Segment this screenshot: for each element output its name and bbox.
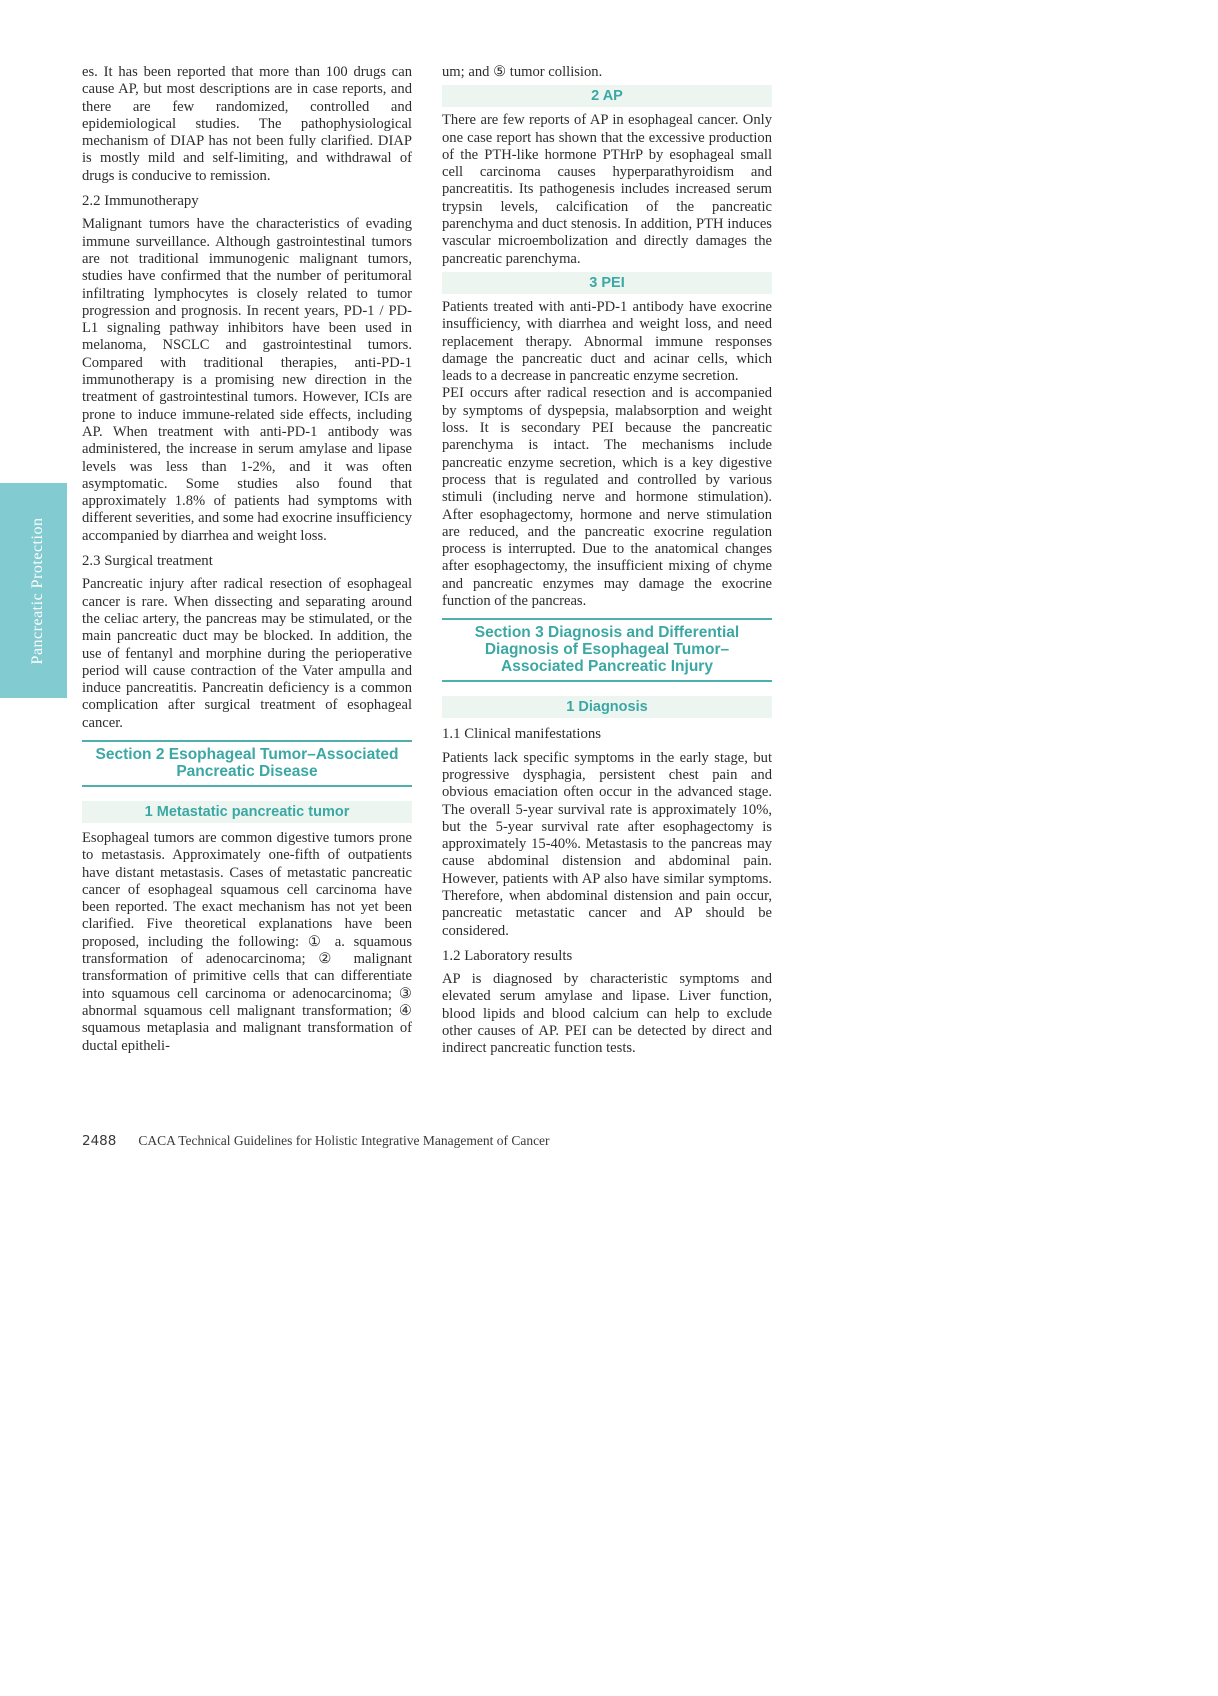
subsection-band-ap: 2 AP (442, 85, 772, 107)
paragraph-immunotherapy: Malignant tumors have the characteristics of evading immune surveillance. Although gastrointestinal tumors are not traditional immunogenic malignant tumors, studies have confirmed that the number of peritumoral infiltrating lymphocytes is closely related to tumor progression and prognosis. In recent years, PD-1 / PD-L1 signaling pathway inhibitors have been used in melanoma, NSCLC and gastrointestinal tumors. Compared with traditional therapies, anti-PD-1 immunotherapy is a promising new direction in the treatment of gastrointestinal tumors. However, ICIs are prone to induce immune-related side effects, including AP. When treatment with anti-PD-1 antibody was administered, the increase in serum amylase and lipase levels was less than 1-2%, and it was often asymptomatic. Some studies also found that approximately 1.8% of patients had symptoms with different severities, and some had exocrine insufficiency accompanied by diarrhea and weight loss. (82, 216, 412, 544)
left-column (82, 64, 412, 1055)
section-3-heading-line-1: Section 3 Diagnosis and Differential (474, 624, 740, 642)
page-number: 2488 (82, 1133, 117, 1149)
section-2-heading-line-1: Section 2 Esophageal Tumor–Associated (95, 745, 399, 763)
subsection-band-diagnosis: 1 Diagnosis (442, 696, 772, 718)
subsection-heading-surgical-treatment: 2.3 Surgical treatment (82, 553, 213, 570)
section-2-heading (82, 740, 412, 787)
page-footer (82, 1132, 550, 1150)
paragraph-metastatic-tumor: Esophageal tumors are common digestive tumors prone to metastasis. Approximately one-fifth of outpatients have distant metastasis. Cases of metastatic pancreatic cancer of esophageal squamous cell carcinoma have been reported. The exact mechanism has not yet been clarified. Five theoretical explanations have been proposed, including the following: ① a. squamous transformation of adenocarcinoma; ② malignant transformation of primitive cells that can differentiate into squamous cell carcinoma or adenocarcinoma; ③ abnormal squamous cell malignant transformation; ④ squamous metaplasia and malignant transformation of ductal epitheli- (82, 829, 412, 1054)
subsection-heading-immunotherapy: 2.2 Immunotherapy (82, 193, 199, 210)
subsection-heading-clinical-manifestations: 1.1 Clinical manifestations (442, 726, 602, 743)
section-2-heading-line-2: Pancreatic Disease (176, 762, 318, 780)
paragraph-pei-2: PEI occurs after radical resection and is accompanied by symptoms of dyspepsia, malabsorption and weight loss. It is secondary PEI because the pancreatic parenchyma is intact. The mechanisms include pancreatic enzyme secretion, which is a key digestive process that is regulated and controlled by various stimuli (including nerve and hormone stimulation). After esophagectomy, hormone and nerve stimulation are reduced, and the pancreatic exocrine regulation process is interrupted. Due to the anatomical changes after esophagectomy, the insufficient mixing of chyme and pancreatic enzymes may damage the exocrine function of the pancreas. (442, 385, 772, 610)
paragraph-surgical-treatment: Pancreatic injury after radical resection of esophageal cancer is rare. When dissecting and separating around the celiac artery, the pancreas may be stimulated, or the main pancreatic duct may be blocked. In addition, the use of fentanyl and morphine during the perioperative period will cause contraction of the Vater ampulla and induce pancreatitis. Pancreatin deficiency is a common complication after surgical treatment of esophageal cancer. (82, 576, 412, 731)
paragraph-pei-1: Patients treated with anti-PD-1 antibody have exocrine insufficiency, with diarrhea and weight loss, and need replacement therapy. Abnormal immune responses damage the pancreatic duct and acinar cells, which leads to a decrease in pancreatic enzyme secretion. (442, 298, 772, 385)
section-3-heading-line-3: Associated Pancreatic Injury (501, 658, 713, 676)
paragraph-clinical-manifestations: Patients lack specific symptoms in the early stage, but progressive dysphagia, persistent chest pain and obvious emaciation often occur in the advanced stage. The overall 5-year survival rate is approximately 10%, but the 5-year survival rate after esophagectomy is approximately 15-40%. Metastasis to the pancreas may cause abdominal distension and abdominal pain. However, patients with AP also have similar symptoms. Therefore, when abdominal distension and pain occur, pancreatic metastatic cancer and AP should be considered. (442, 749, 772, 939)
paragraph-laboratory-results: AP is diagnosed by characteristic symptoms and elevated serum amylase and lipase. Liver function, blood lipids and blood calcium can help to exclude other causes of AP. PEI can be detected by direct and indirect pancreatic function tests. (442, 971, 772, 1057)
running-title: CACA Technical Guidelines for Holistic Integrative Management of Cancer (138, 1133, 550, 1148)
chapter-edge-tab (0, 483, 67, 698)
right-column (442, 64, 772, 1058)
subsection-band-metastatic-tumor: 1 Metastatic pancreatic tumor (82, 801, 412, 823)
subsection-heading-laboratory-results: 1.2 Laboratory results (442, 947, 573, 964)
paragraph-continuation-top: um; and ⑤ tumor collision. (442, 64, 603, 80)
section-3-heading (442, 618, 772, 682)
paragraph-ap: There are few reports of AP in esophageal cancer. Only one case report has shown that the excessive production of the PTH-like hormone PTHrP by esophageal small cell carcinoma causes hyperparathyroidism and pancreatitis. Its pathogenesis includes increased serum trypsin levels, calcification of the pancreatic parenchyma and duct stenosis. In addition, PTH induces vascular microembolization and directly damages the pancreatic parenchyma. (442, 112, 772, 267)
subsection-band-pei: 3 PEI (442, 272, 772, 294)
paragraph-intro-continuation: es. It has been reported that more than 100 drugs can cause AP, but most descriptions are in case reports, and there are few randomized, controlled and epidemiological studies. The pathophysiological mechanism of DIAP has not been fully clarified. DIAP is mostly mild and self-limiting, and withdrawal of drugs is conducive to remission. (82, 64, 412, 184)
section-3-heading-line-2: Diagnosis of Esophageal Tumor– (484, 641, 730, 659)
chapter-tab-label: Pancreatic Protection (28, 517, 46, 664)
